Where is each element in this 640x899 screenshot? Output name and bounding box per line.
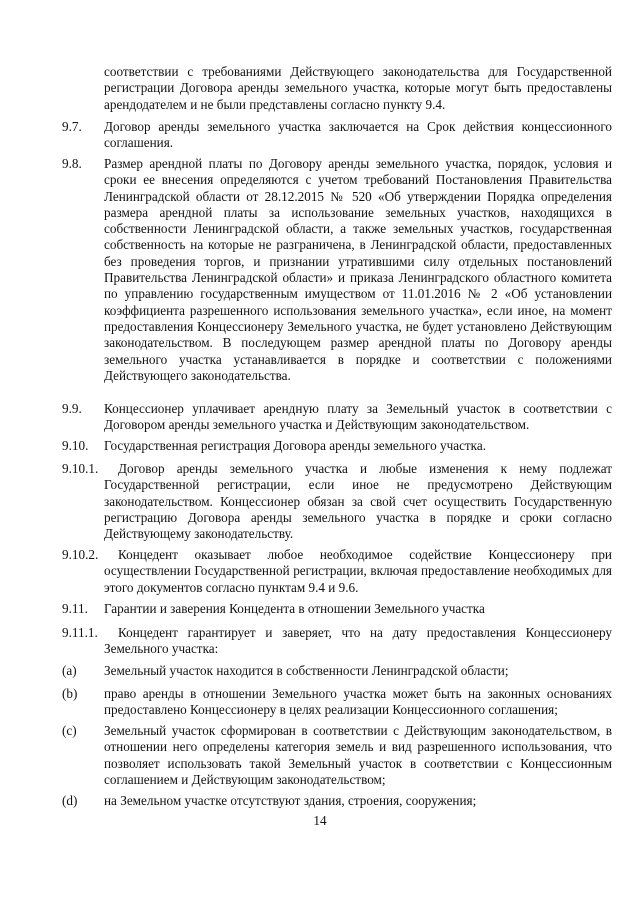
item-text: Концессионер уплачивает арендную плату за Земельный участок в соответствии с Договором аренды земельного участка и Действующим законодательством.	[104, 401, 612, 433]
item-number: 9.10.1.	[62, 461, 99, 476]
item-text: Размер арендной платы по Договору аренды земельного участка, порядок, условия и сроки ее внесения определяются с учетом требований Постановления Правительства Ленинградской области от 28.12.2015 № 520 «Об утверждении Порядка определения размера арендной платы за использование земельных участков, находящихся в собственности Ленинградской области, а также земельных участков, государственная собственность на которые не разграничена, в Ленинградской области, предоставленных без проведения торгов, и признании утратившими силу отдельных постановлений Правительства Ленинградской области» и приказа Ленинградского областного комитета по управлению государственным имуществом от 11.01.2016 № 2 «Об установлении коэффициента разрешенного использования земельного участка», если иное, на момент предоставления Концессионеру Земельного участка, не будет установлено Действующим законодательством. В последующем размер арендной платы по Договору аренды земельного участка устанавливается в порядке и соответствии с положениями Действующего законодательства.	[104, 156, 612, 383]
item-number: 9.11.1.	[62, 625, 98, 640]
item-number: 9.10.2.	[62, 547, 99, 562]
item-number: 9.10.	[62, 438, 89, 453]
item-text: Договор аренды земельного участка и любые изменения к нему подлежат Государственной регистрации, если иное не предусмотрено Действующим законодательством. Концессионер обязан за свой счет осуществить Государственную регистрацию Договора аренды земельного участка в порядке и сроки согласно Действующему законодательству.	[104, 461, 612, 542]
item-text: Концедент оказывает любое необходимое содействие Концессионеру при осуществлении Государственной регистрации, включая предоставление необходимых для этого документов согласно пунктам 9.4 и 9.6.	[104, 547, 612, 595]
item-number: 9.8.	[62, 156, 82, 171]
item-text: Договор аренды земельного участка заключается на Срок действия концессионного соглашения.	[104, 119, 612, 151]
item-number: 9.9.	[62, 401, 82, 416]
item-text: Концедент гарантирует и заверяет, что на дату предоставления Концессионеру Земельного участка:	[104, 625, 612, 657]
item-number: (a)	[62, 663, 77, 678]
item-number: 9.11.	[62, 601, 88, 616]
item-text: Гарантии и заверения Концедента в отношении Земельного участка	[104, 601, 485, 616]
item-text: Земельный участок находится в собственности Ленинградской области;	[104, 663, 509, 678]
continuation-paragraph: соответствии с требованиями Действующего законодательства для Государственной регистрации Договора аренды земельного участка, которые могут быть предоставлены арендодателем и не были представлены согласно пункту 9.4.	[104, 64, 612, 112]
item-number: 9.7.	[62, 119, 82, 134]
item-text: на Земельном участке отсутствуют здания, строения, сооружения;	[104, 793, 477, 808]
item-number: (c)	[62, 723, 77, 738]
item-number: (b)	[62, 686, 78, 701]
item-text: Государственная регистрация Договора аренды земельного участка.	[104, 438, 487, 453]
item-text: Земельный участок сформирован в соответствии с Действующим законодательством, в отношении него определены категория земель и вид разрешенного использования, что позволяет использовать такой Земельный участок в соответствии с Концессионным соглашением и Действующим законодательством;	[104, 723, 612, 787]
page-number: 14	[313, 813, 327, 828]
item-number: (d)	[62, 793, 78, 808]
item-text: право аренды в отношении Земельного участка может быть на законных основаниях предоставлено Концессионеру в целях реализации Концессионного соглашения;	[104, 686, 612, 718]
